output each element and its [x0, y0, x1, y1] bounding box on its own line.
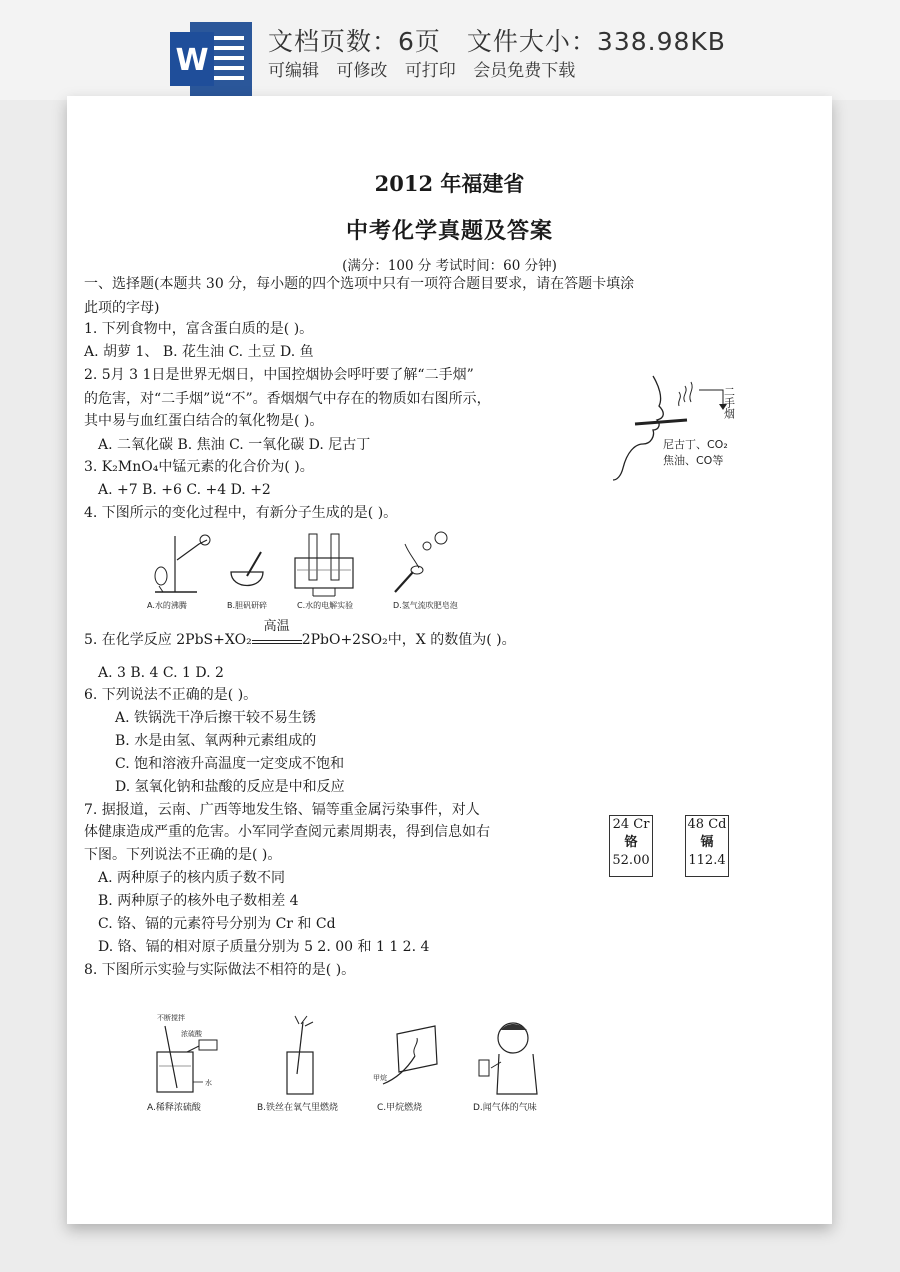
smoke-label-1: 二手烟: [722, 386, 736, 419]
q8-label-c: C.甲烷燃烧: [377, 1103, 423, 1112]
file-size: 文件大小：338.98KB: [466, 27, 726, 56]
question-2-line3: 其中易与血红蛋白结合的氧化物是( )。: [84, 413, 324, 429]
question-7-a: A. 两种原子的核内质子数不同: [98, 870, 286, 886]
element-card-chromium: [609, 815, 653, 877]
reaction-condition: [252, 619, 302, 644]
question-7-line2: 体健康造成严重的危害。小军同学查阅元素周期表，得到信息如右: [84, 824, 490, 840]
q4-label-d: D.氢气流吹肥皂泡: [393, 601, 458, 610]
question-6: 6. 下列说法不正确的是( )。: [84, 687, 258, 703]
q8-label-d: D.闻气体的气味: [473, 1103, 537, 1112]
svg-text:W: W: [175, 43, 209, 78]
exam-info: (满分：100 分 考试时间：60 分钟): [342, 258, 557, 274]
question-2-line2: 的危害，对“二手烟”说“不”。香烟烟气中存在的物质如右图所示，: [84, 391, 491, 407]
question-3-options: A. +7 B. +6 C. +4 D. +2: [98, 482, 271, 498]
question-2-line1: 2. 5月 3 1日是世界无烟日，中国控烟协会呼吁要了解“二手烟”: [84, 367, 474, 383]
feature-tags: [268, 56, 587, 81]
tag-printable: 可打印: [404, 61, 456, 81]
question-6-b: B. 水是由氢、氧两种元素组成的: [115, 733, 317, 749]
question-5-options: A. 3 B. 4 C. 1 D. 2: [98, 665, 224, 681]
question-6-c: C. 饱和溶液升高温度一定变成不饱和: [115, 756, 345, 772]
note-acid: 浓硫酸: [181, 1030, 202, 1038]
q4-label-b: B.胆矾研碎: [227, 601, 268, 610]
element-card-cadmium: [685, 815, 729, 877]
mortar-figure: [231, 552, 263, 586]
question-5: [84, 619, 516, 648]
dilute-acid-figure: [157, 1013, 217, 1092]
cd-number: 48: [687, 817, 705, 832]
electrolysis-figure: [295, 534, 353, 596]
question-1-options: A. 胡萝 1、 B. 花生油 C. 土豆 D. 鱼: [84, 344, 314, 360]
doc-title: 中考化学真题及答案: [345, 218, 553, 244]
secondhand-smoke-figure: [607, 372, 747, 482]
q4-label-c: C.水的电解实验: [297, 601, 354, 610]
cd-symbol: Cd: [708, 817, 727, 832]
note-stir: 不断搅拌: [157, 1014, 185, 1022]
question-7-b: B. 两种原子的核外电子数相差 4: [98, 893, 299, 909]
doc-title-year: 2012 年福建省: [374, 171, 525, 196]
tag-modifiable: 可修改: [336, 61, 388, 81]
word-document-icon: [170, 22, 252, 96]
iron-wire-figure: [287, 1016, 313, 1094]
cd-name: 镉: [700, 835, 714, 850]
q8-label-b: B.铁丝在氧气里燃烧: [257, 1103, 339, 1112]
section-heading-cont: 此项的字母): [84, 300, 160, 316]
document-page: [67, 96, 832, 1224]
condition-label: 高温: [263, 619, 290, 634]
tag-editable: 可编辑: [268, 61, 319, 81]
cr-symbol: Cr: [633, 817, 650, 832]
question-8: 8. 下图所示实验与实际做法不相符的是( )。: [84, 962, 356, 978]
cr-mass: 52.00: [612, 853, 650, 868]
question-3: 3. K₂MnO₄中锰元素的化合价为( )。: [84, 459, 314, 475]
question-7-line3: 下图。下列说法不正确的是( )。: [84, 847, 282, 863]
note-methane: 甲烷: [373, 1074, 387, 1082]
question-8-figures: [147, 1012, 567, 1112]
cr-number: 24: [612, 817, 630, 832]
smelling-gas-figure: [479, 1023, 537, 1094]
section-heading: 一、选择题(本题共 30 分，每小题的四个选项中只有一项符合题目要求，请在答题卡填涂: [84, 276, 635, 292]
q8-label-a: A.稀释浓硫酸: [147, 1103, 201, 1112]
methane-burning-figure: [373, 1026, 437, 1084]
page-count: 文档页数：6页: [268, 27, 441, 56]
question-1: 1. 下列食物中，富含蛋白质的是( )。: [84, 321, 314, 337]
soap-bubble-figure: [395, 532, 447, 592]
smoke-label-3: 焦油、CO等: [663, 454, 724, 467]
file-info: [268, 22, 752, 58]
q5-products: 2PbO+2SO₂中，X 的数值为( )。: [301, 632, 516, 648]
question-6-d: D. 氢氧化钠和盐酸的反应是中和反应: [115, 779, 345, 795]
question-4-figures: [147, 530, 487, 610]
q5-reactants: 5. 在化学反应 2PbS+XO₂: [84, 632, 252, 648]
question-6-a: A. 铁锅洗干净后擦干较不易生锈: [115, 710, 317, 726]
cr-name: 铬: [624, 835, 638, 850]
q4-label-a: A.水的沸腾: [147, 601, 187, 610]
question-4: 4. 下图所示的变化过程中，有新分子生成的是( )。: [84, 505, 398, 521]
boiling-water-figure: [155, 535, 210, 592]
question-7-d: D. 铬、镉的相对原子质量分别为 5 2. 00 和 1 1 2. 4: [98, 939, 430, 955]
cd-mass: 112.4: [688, 853, 726, 868]
question-7-c: C. 铬、镉的元素符号分别为 Cr 和 Cd: [98, 916, 336, 932]
smoke-label-2: 尼古丁、CO₂: [663, 438, 728, 451]
question-7-line1: 7. 据报道，云南、广西等地发生铬、镉等重金属污染事件，对人: [84, 802, 480, 818]
note-water: 水: [205, 1079, 212, 1087]
tag-member-download[interactable]: 会员免费下载: [473, 61, 576, 81]
question-2-options: A. 二氧化碳 B. 焦油 C. 一氧化碳 D. 尼古丁: [98, 437, 371, 453]
download-banner: [0, 0, 900, 100]
